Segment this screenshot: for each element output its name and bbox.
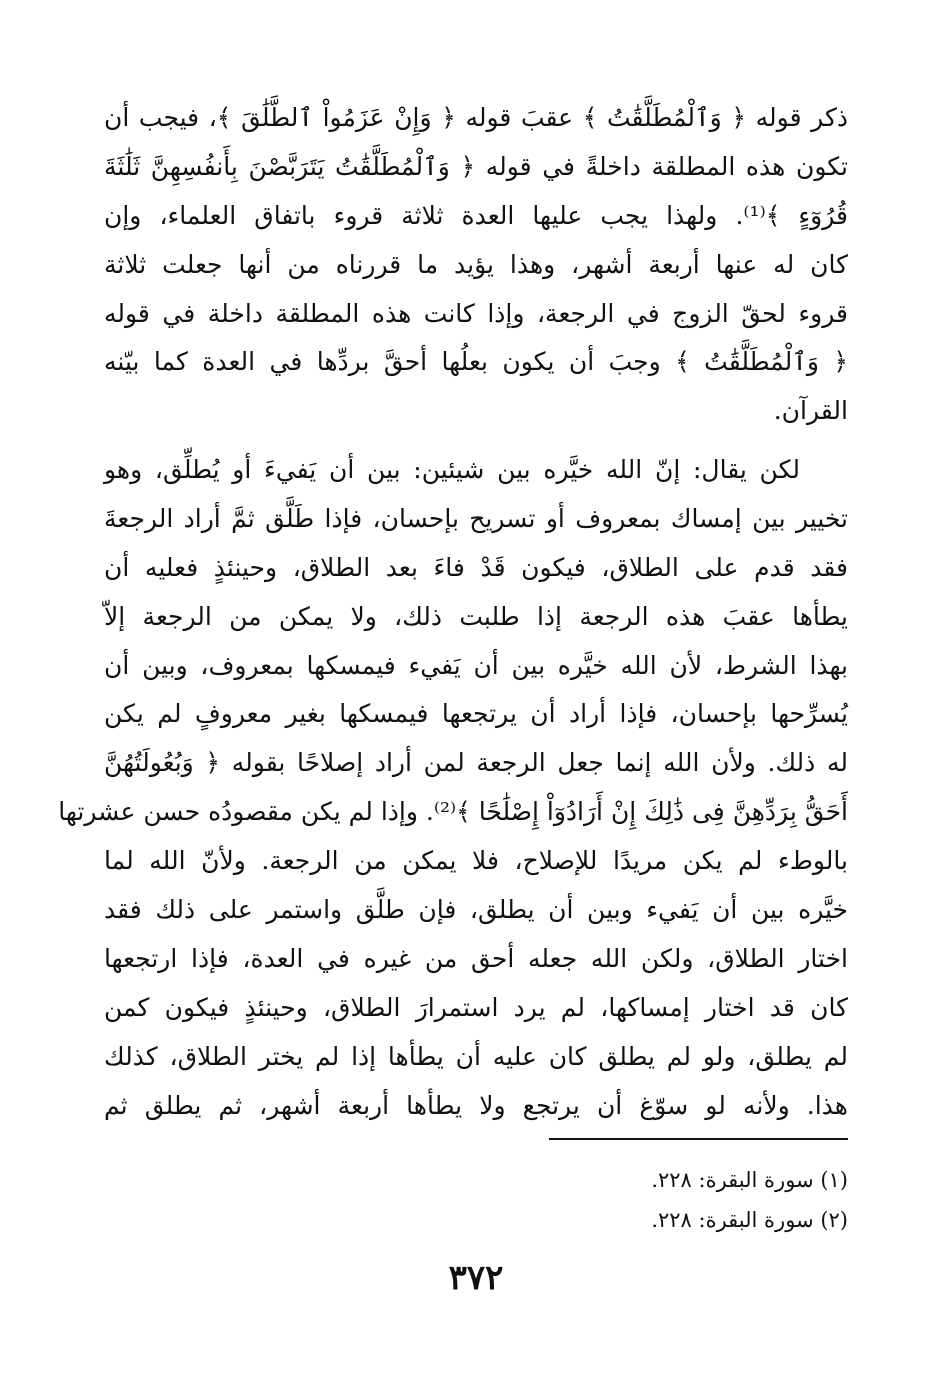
text-line: كان قد اختار إمساكها، لم يرد استمرارَ الطلاق، وحينئذٍ فيكون كمن [104, 992, 848, 1022]
text-line: له ذلك. ولأن الله إنما جعل الرجعة لمن أراد إصلاحًا بقوله ﴿ وَبُعُولَتُهُنَّ [104, 748, 848, 778]
text-line: هذا. ولأنه لو سوّغ أن يرتجع ولا يطأها أربعة أشهر، ثم يطلق ثم [104, 1090, 848, 1120]
footnote-divider [549, 1138, 848, 1140]
page-number: ٣٧٢ [448, 1258, 504, 1298]
text-line: يُسرِّحها بإحسان، فإذا أراد أن يرتجعها فيمسكها بغير معروفٍ لم يكن [104, 699, 848, 729]
text-line: قروء لحقّ الزوج في الرجعة، وإذا كانت هذه المطلقة داخلة في قوله [104, 298, 848, 328]
text-line: ﴿ وَٱلْمُطَلَّقَٰتُ ﴾ وجبَ أن يكون بعلُها أحقَّ بردِّها في العدة كما بيّنه [104, 347, 848, 377]
text-line: لكن يقال: إنّ الله خيَّره بين شيئين: بين أن يَفيءَ أو يُطلِّق، وهو [104, 455, 800, 484]
footnote-2: (٢) سورة البقرة: ٢٢٨. [651, 1208, 848, 1232]
footnotes [448, 1160, 848, 1240]
text-line: أَحَقُّ بِرَدِّهِنَّ فِى ذَٰلِكَ إِنْ أَرَادُوٓاْ إِصْلَٰحًا ﴾⁽²⁾. وإذا لم يكن مقصودُه حسن عشرتها [58, 797, 848, 827]
text-line: تخيير بين إمساك بمعروف أو تسريح بإحسان، فإذا طَلَّق ثمَّ أراد الرجعةَ [104, 503, 848, 533]
text-line: بهذا الشرط، لأن الله خيَّره بين أن يَفيء فيمسكها بمعروف، وبين أن [104, 650, 848, 680]
text-line: بالوطء لم يكن مريدًا للإصلاح، فلا يمكن من الرجعة. ولأنّ الله لما [104, 846, 848, 876]
text-line: كان له عنها أربعة أشهر، وهذا يؤيد ما قررناه من أنها جعلت ثلاثة [104, 249, 848, 279]
text-line: ذكر قوله ﴿ وَٱلْمُطَلَّقَٰتُ ﴾ عقبَ قوله ﴿ وَإِنْ عَزَمُواْ ٱلطَّلَٰقَ ﴾، فيجب أن [104, 103, 848, 132]
text-line: يطأها عقبَ هذه الرجعة إذا طلبت ذلك، ولا يمكن من الرجعة إلاّ [104, 601, 848, 631]
text-line: لم يطلق، ولو لم يطلق كان عليه أن يطأها إذا لم يختر الطلاق، كذلك [104, 1041, 848, 1071]
text-line: فقد قدم على الطلاق، فيكون قَدْ فاءَ بعد الطلاق، وحينئذٍ فعليه أن [104, 552, 848, 582]
footnote-1: (١) سورة البقرة: ٢٢٨. [651, 1168, 848, 1192]
text-line: تكون هذه المطلقة داخلةً في قوله ﴿ وَٱلْمُطَلَّقَٰتُ يَتَرَبَّصْنَ بِأَنفُسِهِنَّ ثَلَٰثَةَ [104, 151, 848, 181]
paragraph-1 [104, 94, 848, 436]
text-line: اختار الطلاق، ولكن الله جعله أحق من غيره في العدة، فإذا ارتجعها [104, 943, 848, 973]
text-line: القرآن. [773, 396, 848, 426]
text-line: خيَّره بين أن يَفيء وبين أن يطلق، فإن طلَّق واستمر على ذلك فقد [104, 895, 848, 925]
text-line: قُرُوٓءٍ ﴾⁽¹⁾. ولهذا يجب عليها العدة ثلاثة قروء باتفاق العلماء، وإن [104, 200, 848, 230]
paragraph-2 [58, 446, 848, 1130]
